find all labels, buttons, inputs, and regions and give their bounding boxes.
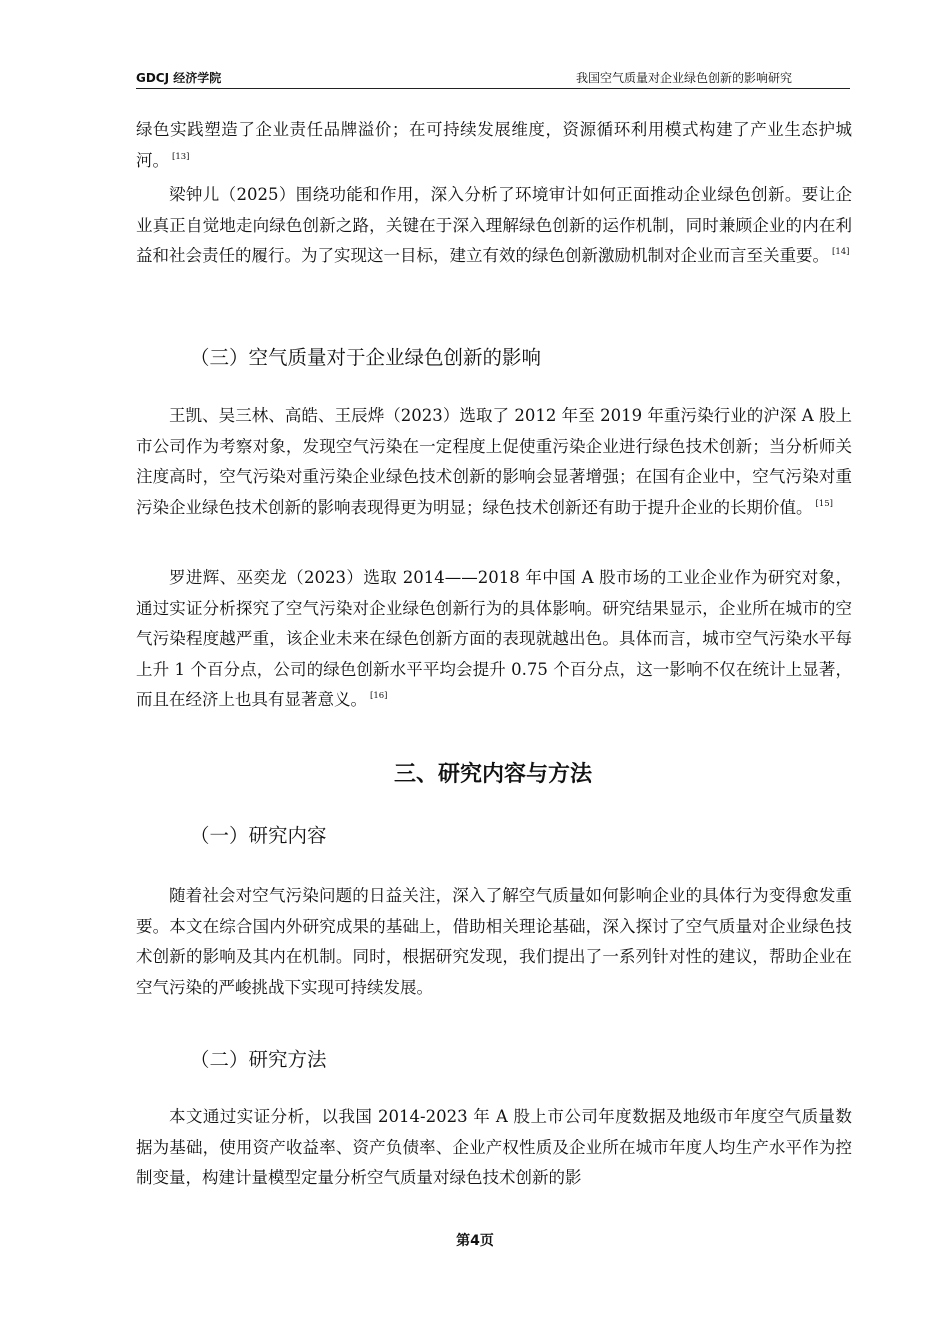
paragraph-continued bbox=[136, 115, 852, 176]
citation-ref: [16] bbox=[370, 691, 388, 702]
citation-ref: [13] bbox=[172, 151, 190, 162]
page-number: 第4页 bbox=[456, 1233, 494, 1249]
paragraph-liang bbox=[136, 180, 852, 272]
paragraph-text: 绿色实践塑造了企业责任品牌溢价；在可持续发展维度，资源循环利用模式构建了产业生态护城河。 bbox=[136, 120, 852, 170]
subsection-heading-3: （三）空气质量对于企业绿色创新的影响 bbox=[190, 346, 542, 369]
citation-ref: [15] bbox=[815, 498, 833, 509]
paragraph-luo bbox=[136, 563, 852, 716]
paragraph-text: 王凯、吴三林、高皓、王辰烨（2023）选取了 2012 年至 2019 年重污染行业的沪深 A 股上市公司作为考察对象，发现空气污染在一定程度上促使重污染企业进行绿色技术创新；当分析师关注度高时，空气污染对重污染企业绿色技术创新的影响会显著增强；在国有企业中，空气污染对重污染企业绿色技术创新的影响表现得更为明显；绿色技术创新还有助于提升企业的长期价值。 bbox=[136, 406, 852, 517]
paragraph-content bbox=[136, 881, 852, 1003]
section-heading: 三、研究内容与方法 bbox=[393, 762, 592, 787]
subsection-heading-2: （二）研究方法 bbox=[190, 1048, 327, 1071]
paragraph-text: 随着社会对空气污染问题的日益关注，深入了解空气质量如何影响企业的具体行为变得愈发重要。本文在综合国内外研究成果的基础上，借助相关理论基础，深入探讨了空气质量对企业绿色技术创新的影响及其内在机制。同时，根据研究发现，我们提出了一系列针对性的建议，帮助企业在空气污染的严峻挑战下实现可持续发展。 bbox=[136, 886, 852, 997]
header-institution: GDCJ 经济学院 bbox=[136, 71, 222, 85]
paragraph-text: 梁钟儿（2025）围绕功能和作用，深入分析了环境审计如何正面推动企业绿色创新。要让企业真正自觉地走向绿色创新之路，关键在于深入理解绿色创新的运作机制，同时兼顾企业的内在利益和社会责任的履行。为了实现这一目标，建立有效的绿色创新激励机制对企业而言至关重要。 bbox=[136, 185, 852, 266]
header-paper-title: 我国空气质量对企业绿色创新的影响研究 bbox=[575, 71, 792, 85]
citation-ref: [14] bbox=[832, 247, 850, 258]
paragraph-method bbox=[136, 1102, 852, 1194]
running-header bbox=[136, 68, 850, 89]
paragraph-text: 本文通过实证分析，以我国 2014-2023 年 A 股上市公司年度数据及地级市年度空气质量数据为基础，使用资产收益率、资产负债率、企业产权性质及企业所在城市年度人均生产水平作为控制变量，构建计量模型定量分析空气质量对绿色技术创新的影 bbox=[136, 1107, 852, 1188]
paragraph-wang bbox=[136, 401, 852, 523]
subsection-heading-1: （一）研究内容 bbox=[190, 824, 327, 847]
paragraph-text: 罗进辉、巫奕龙（2023）选取 2014——2018 年中国 A 股市场的工业企业作为研究对象，通过实证分析探究了空气污染对企业绿色创新行为的具体影响。研究结果显示，企业所在城市的空气污染程度越严重，该企业未来在绿色创新方面的表现就越出色。具体而言，城市空气污染水平每上升 1 个百分点，公司的绿色创新水平平均会提升 0.75 个百分点，这一影响不仅在统计上显著，而且在经济上也具有显著意义。 bbox=[136, 568, 852, 710]
